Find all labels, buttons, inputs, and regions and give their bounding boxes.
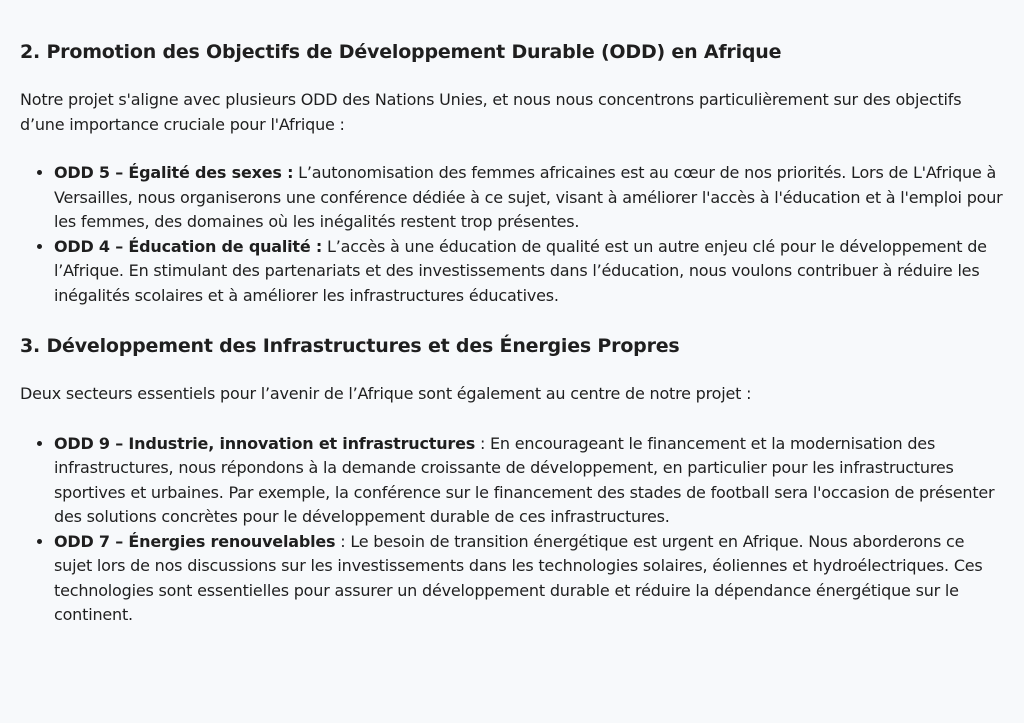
list-item-label: ODD 9 – Industrie, innovation et infrastructures — [54, 433, 476, 453]
section-2-intro: Notre projet s'aligne avec plusieurs ODD des Nations Unies, et nous nous concentrons particulièrement sur des objectifs d’une importance cruciale pour l'Afrique : — [20, 90, 962, 134]
list-item-text: L’accès à une éducation de qualité est un autre enjeu clé pour le développement de l’Afrique. En stimulant des partenariats et des investissements dans l’éducation, nous voulons contribuer à réduire les inégalités scolaires et à améliorer les infrastructures éducatives. — [54, 236, 987, 305]
list-item-label: ODD 4 – Éducation de qualité : — [54, 236, 323, 256]
list-item-label: ODD 7 – Énergies renouvelables — [54, 531, 336, 551]
list-item-text: : En encourageant le financement et la modernisation des infrastructures, nous répondons à la demande croissante de développement, en particulier pour les infrastructures sportives et urbaines. Par exemple, la conférence sur le financement des stades de football sera l'occasion de présenter des solutions concrètes pour le développement durable de ces infrastructures. — [54, 433, 995, 526]
list-item-odd7 — [54, 530, 1004, 628]
list-item-odd4 — [54, 235, 1004, 309]
list-item-text: : Le besoin de transition énergétique est urgent en Afrique. Nous aborderons ce sujet lors de nos discussions sur les investissements dans les technologies solaires, éoliennes et hydroélectriques. Ces technologies sont essentielles pour assurer un développement durable et réduire la dépendance énergétique sur le continent. — [54, 531, 983, 624]
section-3-list — [20, 432, 1004, 628]
section-sdg-promotion — [20, 38, 1004, 308]
section-3-intro: Deux secteurs essentiels pour l’avenir de l’Afrique sont également au centre de notre projet : — [20, 384, 752, 403]
list-item-odd9 — [54, 432, 1004, 530]
list-item-text: L’autonomisation des femmes africaines est au cœur de nos priorités. Lors de L'Afrique à Versailles, nous organiserons une conférence dédiée à ce sujet, visant à améliorer l'accès à l'éducation et à l'emploi pour les femmes, des domaines où les inégalités restent trop présentes. — [54, 163, 1003, 231]
section-infrastructure-energy — [20, 332, 1004, 628]
section-3-heading: 3. Développement des Infrastructures et des Énergies Propres — [20, 335, 680, 357]
list-item-label: ODD 5 – Égalité des sexes : — [54, 163, 294, 182]
section-2-list — [20, 161, 1004, 308]
section-2-heading: 2. Promotion des Objectifs de Développement Durable (ODD) en Afrique — [20, 41, 782, 63]
list-item-odd5 — [54, 161, 1004, 235]
